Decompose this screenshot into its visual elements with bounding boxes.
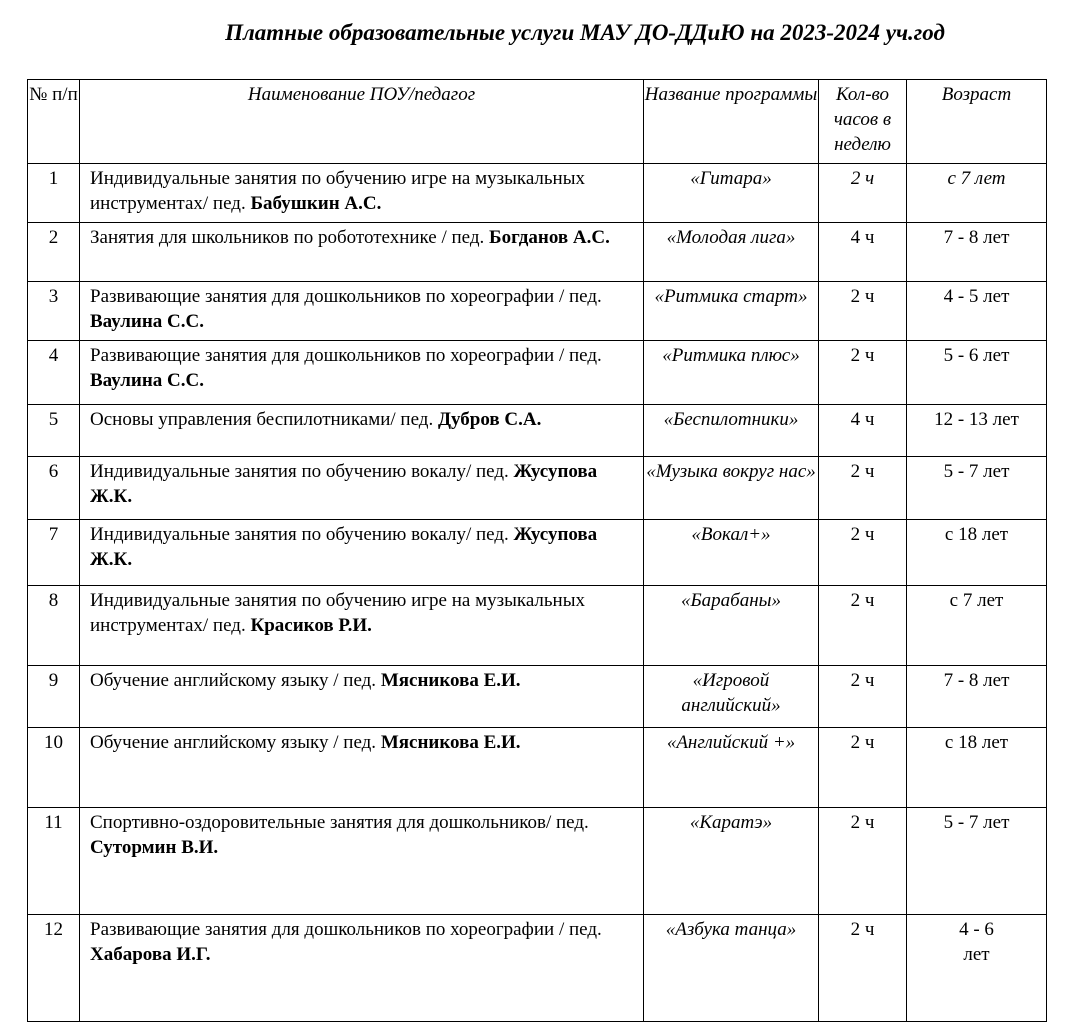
- teacher-name: Бабушкин А.С.: [250, 193, 382, 214]
- program-name: «Гитара»: [644, 164, 819, 223]
- page-title: Платные образовательные услуги МАУ ДО-ДДиЮ на 2023-2024 уч.год: [225, 20, 945, 45]
- service-name-cell: [80, 728, 644, 808]
- age-range: 5 - 7 лет: [907, 808, 1047, 915]
- service-name-cell: [80, 405, 644, 457]
- teacher-name: Мясникова Е.И.: [380, 732, 521, 753]
- header-name: Наименование ПОУ/педагог: [80, 80, 644, 164]
- teacher-name: Жусупова Ж.К.: [90, 461, 598, 507]
- row-number: 5: [28, 405, 80, 457]
- service-name: Обучение английскому языку / пед.: [90, 732, 377, 753]
- header-program: Название программы: [644, 80, 819, 164]
- service-name-cell: [80, 164, 644, 223]
- service-name: Развивающие занятия для дошкольников по хореографии / пед.: [90, 286, 602, 307]
- program-name: «Беспилотники»: [644, 405, 819, 457]
- service-name-cell: [80, 666, 644, 728]
- service-name-cell: [80, 915, 644, 1022]
- service-name: Развивающие занятия для дошкольников по хореографии / пед.: [90, 345, 602, 366]
- age-range: 4 - 5 лет: [907, 282, 1047, 341]
- teacher-name: Богданов А.С.: [489, 227, 610, 248]
- hours-per-week: 2 ч: [819, 520, 907, 586]
- hours-per-week: 2 ч: [819, 457, 907, 520]
- table-row: [28, 223, 1047, 282]
- service-name: Индивидуальные занятия по обучению вокалу/ пед.: [90, 524, 509, 545]
- service-name: Занятия для школьников по робототехнике / пед.: [90, 227, 485, 248]
- service-name-cell: [80, 586, 644, 666]
- program-name: «Молодая лига»: [644, 223, 819, 282]
- service-name-cell: [80, 457, 644, 520]
- table-row: [28, 915, 1047, 1022]
- table-row: [28, 457, 1047, 520]
- services-table: [27, 79, 1047, 1022]
- table-row: [28, 666, 1047, 728]
- program-name: «Ритмика старт»: [644, 282, 819, 341]
- program-name: «Азбука танца»: [644, 915, 819, 1022]
- service-name-cell: [80, 808, 644, 915]
- row-number: 4: [28, 341, 80, 405]
- teacher-name: Дубров С.А.: [437, 409, 542, 430]
- row-number: 1: [28, 164, 80, 223]
- program-name: «Музыка вокруг нас»: [644, 457, 819, 520]
- row-number: 3: [28, 282, 80, 341]
- age-range: с 18 лет: [907, 728, 1047, 808]
- header-num: № п/п: [28, 80, 80, 164]
- service-name: Обучение английскому языку / пед.: [90, 670, 377, 691]
- table-row: [28, 728, 1047, 808]
- age-range: 7 - 8 лет: [907, 223, 1047, 282]
- program-name: «Каратэ»: [644, 808, 819, 915]
- hours-per-week: 2 ч: [819, 586, 907, 666]
- teacher-name: Мясникова Е.И.: [380, 670, 521, 691]
- age-range: 5 - 6 лет: [907, 341, 1047, 405]
- table-row: [28, 586, 1047, 666]
- hours-per-week: 2 ч: [819, 341, 907, 405]
- teacher-name: Ваулина С.С.: [90, 311, 204, 332]
- row-number: 9: [28, 666, 80, 728]
- row-number: 12: [28, 915, 80, 1022]
- hours-per-week: 2 ч: [819, 282, 907, 341]
- program-name: «Игровой английский»: [644, 666, 819, 728]
- service-name: Индивидуальные занятия по обучению игре на музыкальных инструментах/ пед.: [90, 590, 585, 636]
- hours-per-week: 2 ч: [819, 728, 907, 808]
- table-row: [28, 282, 1047, 341]
- age-range: 7 - 8 лет: [907, 666, 1047, 728]
- program-name: «Ритмика плюс»: [644, 341, 819, 405]
- service-name: Индивидуальные занятия по обучению вокалу/ пед.: [90, 461, 509, 482]
- table-row: [28, 520, 1047, 586]
- age-range: 4 - 6 лет: [907, 915, 1047, 1022]
- teacher-name: Красиков Р.И.: [250, 615, 372, 636]
- table-row: [28, 164, 1047, 223]
- program-name: «Вокал+»: [644, 520, 819, 586]
- hours-per-week: 2 ч: [819, 808, 907, 915]
- teacher-name: Жусупова Ж.К.: [90, 524, 598, 570]
- service-name: Индивидуальные занятия по обучению игре на музыкальных инструментах/ пед.: [90, 168, 585, 214]
- program-name: «Английский +»: [644, 728, 819, 808]
- table-row: [28, 808, 1047, 915]
- service-name-cell: [80, 223, 644, 282]
- service-name: Развивающие занятия для дошкольников по хореографии / пед.: [90, 919, 602, 940]
- hours-per-week: 2 ч: [819, 164, 907, 223]
- header-hours: Кол-во часов в неделю: [819, 80, 907, 164]
- age-range: с 7 лет: [907, 586, 1047, 666]
- hours-per-week: 4 ч: [819, 223, 907, 282]
- header-age: Возраст: [907, 80, 1047, 164]
- service-name-cell: [80, 520, 644, 586]
- hours-per-week: 4 ч: [819, 405, 907, 457]
- age-range: с 7 лет: [907, 164, 1047, 223]
- hours-per-week: 2 ч: [819, 666, 907, 728]
- teacher-name: Хабарова И.Г.: [90, 944, 211, 965]
- table-header-row: [28, 80, 1047, 164]
- age-range: 5 - 7 лет: [907, 457, 1047, 520]
- service-name-cell: [80, 341, 644, 405]
- service-name: Спортивно-оздоровительные занятия для дошкольников/ пед.: [90, 812, 589, 833]
- row-number: 10: [28, 728, 80, 808]
- program-name: «Барабаны»: [644, 586, 819, 666]
- table-row: [28, 405, 1047, 457]
- age-range: с 18 лет: [907, 520, 1047, 586]
- row-number: 6: [28, 457, 80, 520]
- service-name: Основы управления беспилотниками/ пед.: [90, 409, 434, 430]
- table-row: [28, 341, 1047, 405]
- age-range: 12 - 13 лет: [907, 405, 1047, 457]
- service-name-cell: [80, 282, 644, 341]
- row-number: 11: [28, 808, 80, 915]
- row-number: 2: [28, 223, 80, 282]
- teacher-name: Сутормин В.И.: [90, 837, 219, 858]
- row-number: 7: [28, 520, 80, 586]
- table-body: [28, 164, 1047, 1022]
- row-number: 8: [28, 586, 80, 666]
- teacher-name: Ваулина С.С.: [90, 370, 204, 391]
- hours-per-week: 2 ч: [819, 915, 907, 1022]
